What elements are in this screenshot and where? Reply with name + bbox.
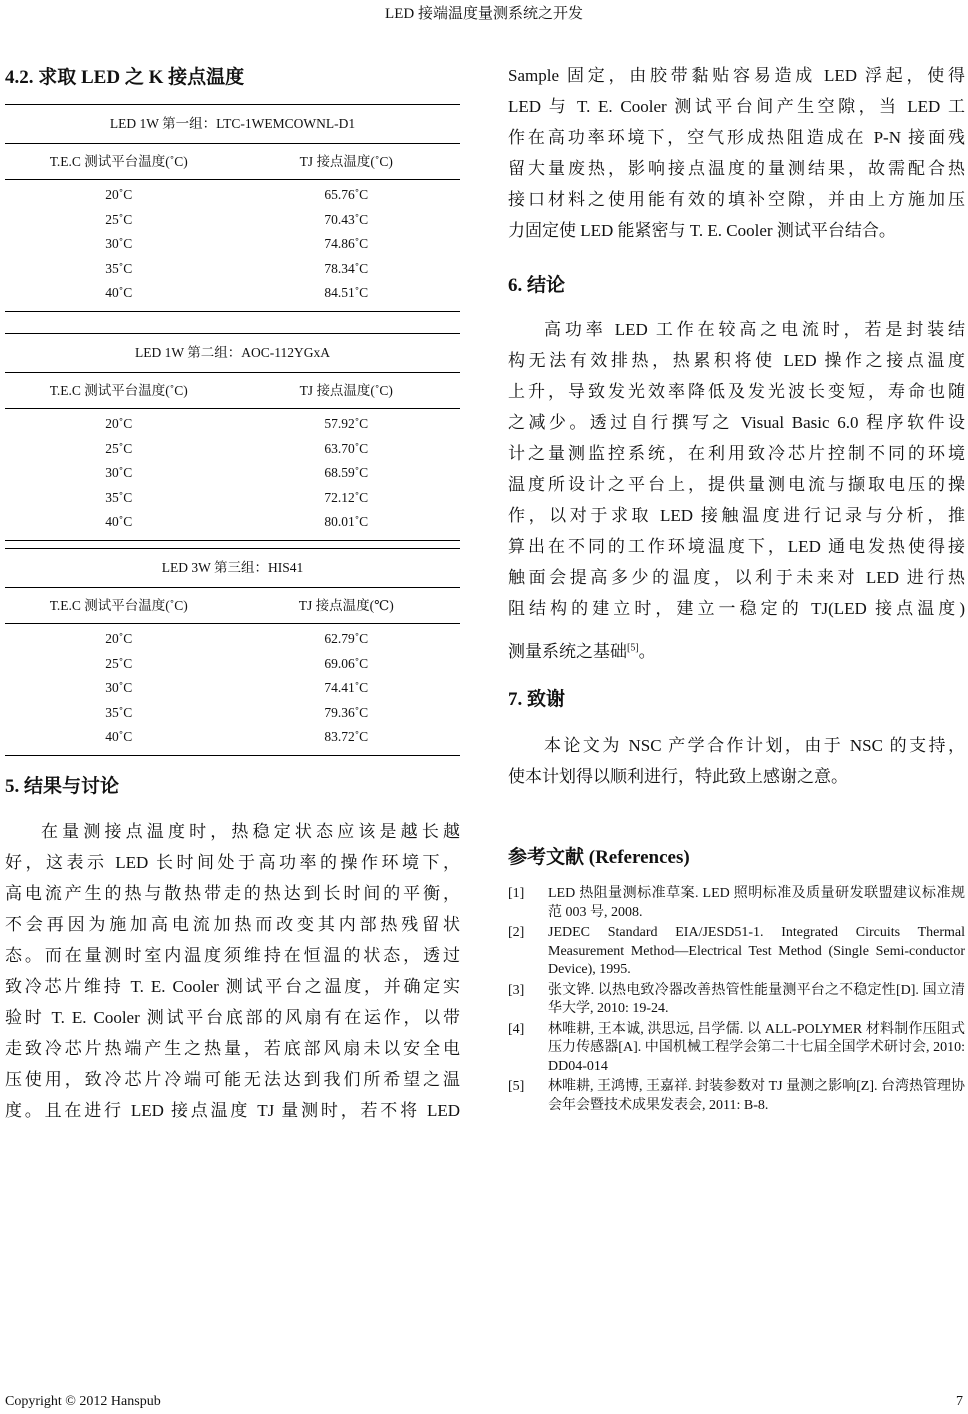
reference-text: 林唯耕, 王本诚, 洪思远, 吕学儒. 以 ALL-POLYMER 材料制作压阻式压力传感器[A]. 中国机械工程学会第二十七届全国学术研讨会, 2010: DD04-014: [548, 1021, 965, 1074]
text-line: LED 与 T. E. Cooler 测试平台间产生空隙，当 LED 工: [508, 97, 965, 116]
column-header: TJ 接点温度(˚C): [299, 383, 393, 398]
column-header: TJ 接点温度(℃): [298, 598, 394, 613]
table-body: [5, 409, 460, 541]
reference-text: 张文铧. 以热电致冷器改善热管性能量测平台之不稳定性[D]. 国立清华大学, 2010: 19-24.: [548, 982, 965, 1016]
text-line: 高功率 LED 工作在较高之电流时，若是封装结: [544, 320, 965, 339]
text-line: 度。且在进行 LED 接点温度 TJ 量测时，若不将 LED: [5, 1101, 460, 1120]
text-line: 态。而在量测时室内温度须维持在恒温的状态，透过: [5, 946, 460, 965]
table-caption: LED 1W 第二组：AOC-112YGxA: [5, 334, 460, 373]
data-table: [5, 104, 460, 312]
table-cell: 79.36˚C: [324, 704, 369, 720]
text-line: 阻结构的建立时，建立一稳定的 TJ(LED 接点温度): [508, 599, 965, 618]
section-5-body: [5, 816, 460, 1126]
table-cell: 84.51˚C: [324, 285, 369, 300]
table-cell: 65.76˚C: [324, 187, 369, 202]
reference-number: [5]: [508, 1079, 525, 1094]
text-line: 触面会提高多少的温度，以利于未来对 LED 进行热: [508, 568, 965, 587]
running-header: LED 接端温度量测系统之开发: [385, 6, 583, 22]
table-row: [5, 701, 460, 726]
citation-link[interactable]: [5]: [627, 642, 639, 654]
table-header-row: [5, 144, 460, 180]
section-6-last-line: [508, 636, 656, 667]
table-cell: 20˚C: [105, 416, 133, 431]
table-cell: 30˚C: [105, 465, 133, 480]
table-cell: 25˚C: [105, 655, 133, 671]
text-line: 之减少。透过自行撰写之 Visual Basic 6.0 程序软件设: [508, 413, 965, 432]
text-line: 接口材料之使用能有效的填补空隙，并由上方施加压: [508, 190, 965, 209]
table-body: [5, 180, 460, 312]
reference-item: [508, 1021, 965, 1077]
table-cell: 80.01˚C: [324, 514, 369, 529]
table-row: [5, 281, 460, 306]
column-header: TJ 接点温度(˚C): [299, 154, 393, 169]
table-cell: 20˚C: [105, 631, 133, 646]
table-cell: 70.43˚C: [324, 211, 369, 227]
text-line: 计之量测监控系统，在利用致冷芯片控制不同的环境: [508, 444, 965, 463]
section-6-last-line-text: 测量系统之基础: [508, 642, 627, 661]
table-header-row: [5, 588, 460, 624]
table-cell: 74.86˚C: [324, 236, 369, 251]
table-cell: 40˚C: [105, 514, 133, 529]
table-caption: LED 3W 第三组：HIS41: [5, 549, 460, 588]
text-line: 力固定使 LED 能紧密与 T. E. Cooler 测试平台结合。: [508, 221, 896, 240]
table-cell: 30˚C: [105, 236, 133, 251]
reference-text: 林唯耕, 王鸿博, 王嘉祥. 封装参数对 TJ 量测之影响[Z]. 台湾热管理协会年会暨技术成果发表会, 2011: B-8.: [548, 1079, 965, 1113]
reference-item: [508, 1078, 965, 1115]
table-cell: 25˚C: [105, 211, 133, 227]
table-row: [5, 232, 460, 257]
table-caption: LED 1W 第一组：LTC-1WEMCOWNL-D1: [5, 105, 460, 144]
reference-number: [4]: [508, 1021, 525, 1037]
table-row: [5, 510, 460, 535]
table-row: [5, 676, 460, 701]
text-line: 走致冷芯片热端产生之热量，若底部风扇未以安全电: [5, 1039, 460, 1058]
text-line: 温度所设计之平台上，提供量测电流与撷取电压的操: [508, 475, 965, 494]
reference-number: [2]: [508, 925, 525, 940]
table-cell: 63.70˚C: [324, 440, 369, 456]
table-cell: 68.59˚C: [324, 465, 369, 480]
table-cell: 35˚C: [105, 489, 133, 505]
table-cell: 40˚C: [105, 729, 133, 744]
footer-page-number: 7: [956, 1394, 963, 1409]
text-line: 上升，导致发光效率降低及发光波长变短，寿命也随: [508, 382, 965, 401]
table-row: [5, 627, 460, 652]
table-cell: 30˚C: [105, 680, 133, 695]
table-body: [5, 624, 460, 756]
reference-item: [508, 885, 965, 922]
table-row: [5, 412, 460, 437]
reference-item: [508, 982, 965, 1019]
table-header-row: [5, 373, 460, 409]
text-line: 算出在不同的工作环境温度下，LED 通电发热使得接: [508, 537, 965, 556]
text-line: 构无法有效排热，热累积将使 LED 操作之接点温度: [508, 351, 965, 370]
data-table: [5, 333, 460, 541]
table-cell: 57.92˚C: [324, 416, 369, 431]
table-row: [5, 437, 460, 462]
reference-number: [1]: [508, 886, 525, 901]
reference-item: [508, 924, 965, 980]
column-header: T.E.C 测试平台温度(˚C): [49, 154, 188, 169]
table-cell: 20˚C: [105, 187, 133, 202]
text-line: 使本计划得以顺利进行，特此致上感谢之意。: [508, 767, 848, 786]
column-header: T.E.C 测试平台温度(˚C): [49, 598, 188, 613]
text-line: 不会再因为施加高电流加热而改变其内部热残留状: [5, 915, 460, 934]
table-cell: 69.06˚C: [324, 655, 369, 671]
footer-copyright: Copyright © 2012 Hanspub: [5, 1394, 161, 1409]
text-line: 好，这表示 LED 长时间处于高功率的操作环境下，: [5, 853, 460, 872]
table-row: [5, 652, 460, 677]
section-7-body: [508, 730, 965, 792]
text-line: 压使用，致冷芯片冷端可能无法达到我们所希望之温: [5, 1070, 460, 1089]
table-cell: 40˚C: [105, 285, 133, 300]
reference-text: LED 热阻量测标准草案. LED 照明标准及质量研发联盟建议标准规范 003 号, 2008.: [548, 886, 965, 920]
reference-number: [3]: [508, 982, 525, 998]
section-6-heading: 6. 结论: [508, 275, 566, 296]
section-5-heading: 5. 结果与讨论: [5, 776, 120, 797]
text-line: Sample 固定，由胶带黏贴容易造成 LED 浮起，使得: [508, 66, 965, 85]
section-7-heading: 7. 致谢: [508, 689, 566, 710]
section-6-last-line-end: 。: [638, 642, 656, 661]
references-list: [508, 885, 965, 1117]
table-row: [5, 208, 460, 233]
table-row: [5, 183, 460, 208]
text-line: 作，以对于求取 LED 接触温度进行记录与分析，推: [508, 506, 965, 525]
table-row: [5, 461, 460, 486]
column-header: T.E.C 测试平台温度(˚C): [49, 383, 188, 398]
table-cell: 74.41˚C: [324, 680, 369, 695]
text-line: 致冷芯片维持 T. E. Cooler 测试平台之温度，并确定实: [5, 977, 460, 996]
table-cell: 72.12˚C: [324, 489, 369, 505]
text-line: 作在高功率环境下，空气形成热阻造成在 P-N 接面残: [508, 128, 965, 147]
text-line: 高电流产生的热与散热带走的热达到长时间的平衡，: [5, 884, 460, 903]
table-row: [5, 725, 460, 750]
table-row: [5, 486, 460, 511]
table-cell: 35˚C: [105, 704, 133, 720]
table-cell: 78.34˚C: [324, 260, 369, 276]
reference-text: JEDEC Standard EIA/JESD51-1. Integrated Circuits Thermal Measurement Method—Electrical Test Method (Single Semi-conductor Device), 1995.: [548, 925, 965, 977]
section-6-body: [508, 314, 965, 624]
text-line: 验时 T. E. Cooler 测试平台底部的风扇有在运作，以带: [5, 1008, 460, 1027]
text-line: 本论文为 NSC 产学合作计划，由于 NSC 的支持，: [544, 736, 965, 755]
continued-paragraph: [508, 60, 965, 246]
text-line: 留大量废热，影响接点温度的量测结果，故需配合热: [508, 159, 965, 178]
table-row: [5, 257, 460, 282]
section-4-2-heading: 4.2. 求取 LED 之 K 接点温度: [5, 67, 245, 88]
text-line: 在量测接点温度时，热稳定状态应该是越长越: [41, 822, 460, 841]
table-cell: 25˚C: [105, 440, 133, 456]
table-cell: 83.72˚C: [324, 729, 369, 744]
data-table: [5, 548, 460, 756]
table-cell: 62.79˚C: [324, 631, 369, 646]
table-cell: 35˚C: [105, 260, 133, 276]
references-heading: 参考文献 (References): [508, 847, 690, 868]
